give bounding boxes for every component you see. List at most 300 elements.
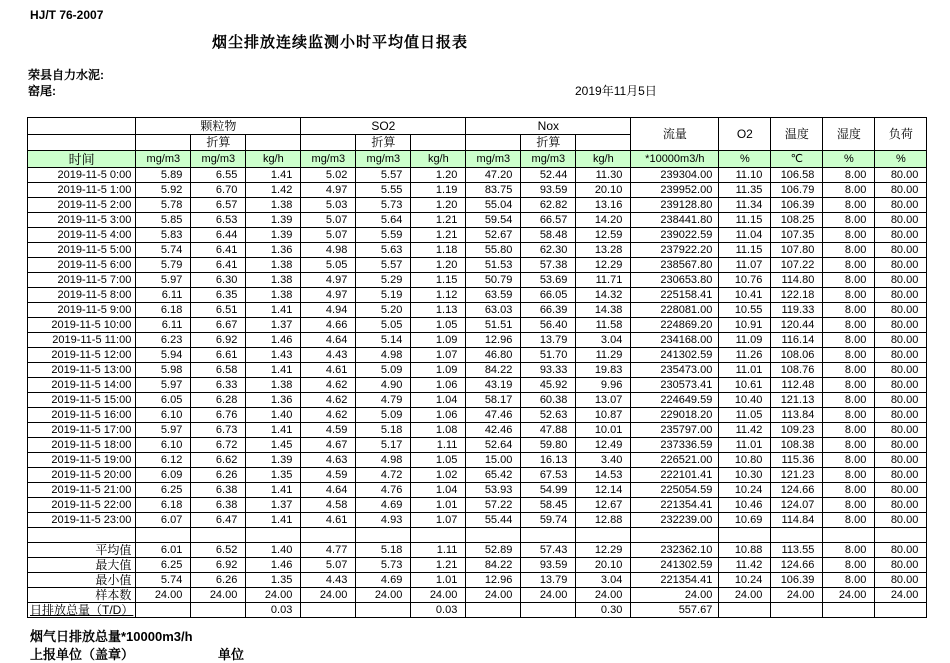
value-cell: 4.79 bbox=[356, 393, 411, 408]
table-row bbox=[28, 258, 927, 273]
value-cell: 10.46 bbox=[719, 498, 771, 513]
value-cell: 1.09 bbox=[411, 363, 466, 378]
value-cell: 5.79 bbox=[136, 258, 191, 273]
value-cell: 8.00 bbox=[823, 288, 875, 303]
value-cell: 11.01 bbox=[719, 363, 771, 378]
value-cell: 6.73 bbox=[191, 423, 246, 438]
time-cell: 2019-11-5 19:00 bbox=[28, 453, 136, 468]
value-cell: 1.09 bbox=[411, 333, 466, 348]
standard-code: HJ/T 76-2007 bbox=[30, 8, 104, 22]
value-cell: 6.57 bbox=[191, 198, 246, 213]
value-cell: 8.00 bbox=[823, 348, 875, 363]
value-cell: 11.04 bbox=[719, 228, 771, 243]
value-cell bbox=[301, 603, 356, 618]
value-cell: 6.28 bbox=[191, 393, 246, 408]
time-cell: 2019-11-5 11:00 bbox=[28, 333, 136, 348]
value-cell: 5.29 bbox=[356, 273, 411, 288]
value-cell: 4.98 bbox=[356, 348, 411, 363]
value-cell: 4.66 bbox=[301, 318, 356, 333]
value-cell: 0.03 bbox=[411, 603, 466, 618]
table-row bbox=[28, 288, 927, 303]
value-cell: 6.25 bbox=[136, 558, 191, 573]
value-cell: 5.85 bbox=[136, 213, 191, 228]
unit-cell: ℃ bbox=[771, 151, 823, 168]
value-cell: 10.69 bbox=[719, 513, 771, 528]
value-cell: 6.70 bbox=[191, 183, 246, 198]
value-cell: 4.72 bbox=[356, 468, 411, 483]
value-cell: 51.70 bbox=[521, 348, 576, 363]
value-cell bbox=[356, 603, 411, 618]
value-cell: 45.92 bbox=[521, 378, 576, 393]
unit-cell: % bbox=[823, 151, 875, 168]
value-cell: 11.01 bbox=[719, 438, 771, 453]
value-cell: 5.20 bbox=[356, 303, 411, 318]
value-cell: 56.40 bbox=[521, 318, 576, 333]
blank-cell bbox=[136, 528, 191, 543]
value-cell: 1.40 bbox=[246, 408, 301, 423]
value-cell bbox=[771, 603, 823, 618]
value-cell: 80.00 bbox=[875, 288, 927, 303]
value-cell: 63.59 bbox=[466, 288, 521, 303]
value-cell: 46.80 bbox=[466, 348, 521, 363]
value-cell: 230653.80 bbox=[631, 273, 719, 288]
value-cell: 108.38 bbox=[771, 438, 823, 453]
value-cell: 4.94 bbox=[301, 303, 356, 318]
value-cell: 106.39 bbox=[771, 573, 823, 588]
value-cell: 5.83 bbox=[136, 228, 191, 243]
blank-cell bbox=[411, 528, 466, 543]
value-cell: 5.78 bbox=[136, 198, 191, 213]
value-cell: 6.33 bbox=[191, 378, 246, 393]
value-cell: 5.55 bbox=[356, 183, 411, 198]
value-cell: 5.97 bbox=[136, 273, 191, 288]
value-cell: 24.00 bbox=[301, 588, 356, 603]
value-cell: 80.00 bbox=[875, 183, 927, 198]
value-cell: 11.15 bbox=[719, 243, 771, 258]
value-cell: 241302.59 bbox=[631, 558, 719, 573]
value-cell: 80.00 bbox=[875, 378, 927, 393]
value-cell: 10.88 bbox=[719, 543, 771, 558]
value-cell: 80.00 bbox=[875, 168, 927, 183]
unit-cell: kg/h bbox=[411, 151, 466, 168]
time-cell: 2019-11-5 18:00 bbox=[28, 438, 136, 453]
value-cell: 4.98 bbox=[301, 243, 356, 258]
table-row bbox=[28, 348, 927, 363]
value-cell: 80.00 bbox=[875, 438, 927, 453]
value-cell: 57.43 bbox=[521, 543, 576, 558]
value-cell: 122.18 bbox=[771, 288, 823, 303]
value-cell: 221354.41 bbox=[631, 573, 719, 588]
value-cell: 6.52 bbox=[191, 543, 246, 558]
value-cell: 4.62 bbox=[301, 393, 356, 408]
value-cell: 107.35 bbox=[771, 228, 823, 243]
summary-label-cell: 样本数 bbox=[28, 588, 136, 603]
value-cell: 80.00 bbox=[875, 483, 927, 498]
conv-label-so2: 折算 bbox=[356, 135, 411, 151]
value-cell: 1.38 bbox=[246, 378, 301, 393]
value-cell: 1.18 bbox=[411, 243, 466, 258]
value-cell: 80.00 bbox=[875, 303, 927, 318]
time-cell: 2019-11-5 16:00 bbox=[28, 408, 136, 423]
value-cell: 6.62 bbox=[191, 453, 246, 468]
value-cell: 8.00 bbox=[823, 573, 875, 588]
table-row bbox=[28, 198, 927, 213]
value-cell: 12.29 bbox=[576, 543, 631, 558]
value-cell: 238441.80 bbox=[631, 213, 719, 228]
time-cell: 2019-11-5 17:00 bbox=[28, 423, 136, 438]
value-cell: 8.00 bbox=[823, 363, 875, 378]
value-cell: 93.59 bbox=[521, 558, 576, 573]
value-cell: 10.55 bbox=[719, 303, 771, 318]
daily-total-row bbox=[28, 603, 927, 618]
value-cell: 11.29 bbox=[576, 348, 631, 363]
value-cell: 4.69 bbox=[356, 573, 411, 588]
summary-row bbox=[28, 543, 927, 558]
time-cell: 2019-11-5 3:00 bbox=[28, 213, 136, 228]
header-load: 负荷 bbox=[875, 118, 927, 151]
value-cell: 24.00 bbox=[771, 588, 823, 603]
value-cell: 1.15 bbox=[411, 273, 466, 288]
value-cell: 10.87 bbox=[576, 408, 631, 423]
conv-label-nox: 折算 bbox=[521, 135, 576, 151]
value-cell: 6.11 bbox=[136, 318, 191, 333]
header-temperature: 温度 bbox=[771, 118, 823, 151]
value-cell: 59.80 bbox=[521, 438, 576, 453]
value-cell: 5.94 bbox=[136, 348, 191, 363]
blank-cell bbox=[246, 528, 301, 543]
value-cell: 1.20 bbox=[411, 198, 466, 213]
value-cell: 11.58 bbox=[576, 318, 631, 333]
value-cell: 10.61 bbox=[719, 378, 771, 393]
value-cell: 10.76 bbox=[719, 273, 771, 288]
value-cell: 52.89 bbox=[466, 543, 521, 558]
value-cell: 5.05 bbox=[356, 318, 411, 333]
value-cell: 80.00 bbox=[875, 573, 927, 588]
value-cell: 80.00 bbox=[875, 408, 927, 423]
table-row bbox=[28, 363, 927, 378]
value-cell: 10.30 bbox=[719, 468, 771, 483]
station-name: 窑尾: bbox=[28, 84, 56, 98]
value-cell: 8.00 bbox=[823, 378, 875, 393]
value-cell: 10.01 bbox=[576, 423, 631, 438]
time-cell: 2019-11-5 4:00 bbox=[28, 228, 136, 243]
value-cell: 5.02 bbox=[301, 168, 356, 183]
value-cell: 80.00 bbox=[875, 333, 927, 348]
value-cell: 6.18 bbox=[136, 498, 191, 513]
value-cell: 8.00 bbox=[823, 438, 875, 453]
table-row bbox=[28, 408, 927, 423]
value-cell: 4.64 bbox=[301, 483, 356, 498]
value-cell: 24.00 bbox=[576, 588, 631, 603]
value-cell: 4.59 bbox=[301, 423, 356, 438]
value-cell: 58.17 bbox=[466, 393, 521, 408]
value-cell: 52.64 bbox=[466, 438, 521, 453]
value-cell: 8.00 bbox=[823, 423, 875, 438]
value-cell: 237336.59 bbox=[631, 438, 719, 453]
value-cell: 106.79 bbox=[771, 183, 823, 198]
value-cell: 5.73 bbox=[356, 198, 411, 213]
value-cell: 67.53 bbox=[521, 468, 576, 483]
value-cell: 8.00 bbox=[823, 333, 875, 348]
value-cell: 1.41 bbox=[246, 513, 301, 528]
value-cell: 6.41 bbox=[191, 243, 246, 258]
value-cell: 12.96 bbox=[466, 573, 521, 588]
value-cell: 11.42 bbox=[719, 423, 771, 438]
value-cell: 4.77 bbox=[301, 543, 356, 558]
value-cell: 230573.41 bbox=[631, 378, 719, 393]
value-cell: 24.00 bbox=[136, 588, 191, 603]
value-cell: 5.73 bbox=[356, 558, 411, 573]
value-cell: 80.00 bbox=[875, 243, 927, 258]
value-cell: 42.46 bbox=[466, 423, 521, 438]
value-cell: 6.07 bbox=[136, 513, 191, 528]
value-cell: 57.38 bbox=[521, 258, 576, 273]
value-cell: 1.11 bbox=[411, 543, 466, 558]
value-cell: 8.00 bbox=[823, 513, 875, 528]
value-cell: 116.14 bbox=[771, 333, 823, 348]
value-cell: 14.38 bbox=[576, 303, 631, 318]
value-cell: 13.79 bbox=[521, 333, 576, 348]
value-cell: 54.99 bbox=[521, 483, 576, 498]
header-particulate: 颗粒物 bbox=[136, 118, 301, 135]
value-cell: 59.74 bbox=[521, 513, 576, 528]
value-cell: 124.66 bbox=[771, 483, 823, 498]
time-cell: 2019-11-5 10:00 bbox=[28, 318, 136, 333]
value-cell: 47.20 bbox=[466, 168, 521, 183]
value-cell: 1.35 bbox=[246, 573, 301, 588]
summary-row bbox=[28, 573, 927, 588]
value-cell: 5.63 bbox=[356, 243, 411, 258]
value-cell: 6.30 bbox=[191, 273, 246, 288]
value-cell: 12.29 bbox=[576, 258, 631, 273]
value-cell: 221354.41 bbox=[631, 498, 719, 513]
unit-label: 单位 bbox=[218, 647, 245, 662]
unit-cell: mg/m3 bbox=[521, 151, 576, 168]
table-row bbox=[28, 228, 927, 243]
time-cell: 2019-11-5 9:00 bbox=[28, 303, 136, 318]
value-cell: 11.05 bbox=[719, 408, 771, 423]
value-cell: 80.00 bbox=[875, 228, 927, 243]
value-cell bbox=[466, 603, 521, 618]
value-cell: 6.38 bbox=[191, 498, 246, 513]
value-cell: 1.42 bbox=[246, 183, 301, 198]
value-cell: 53.93 bbox=[466, 483, 521, 498]
value-cell: 43.19 bbox=[466, 378, 521, 393]
value-cell: 1.01 bbox=[411, 498, 466, 513]
flow-total-note: 烟气日排放总量*10000m3/h bbox=[30, 629, 193, 644]
value-cell: 4.61 bbox=[301, 363, 356, 378]
value-cell: 6.92 bbox=[191, 558, 246, 573]
blank-cell bbox=[875, 528, 927, 543]
summary-label-cell: 最大值 bbox=[28, 558, 136, 573]
reporting-unit-label: 上报单位（盖章） bbox=[30, 647, 135, 662]
value-cell: 6.26 bbox=[191, 573, 246, 588]
value-cell: 24.00 bbox=[466, 588, 521, 603]
value-cell: 5.92 bbox=[136, 183, 191, 198]
blank-header-cell bbox=[136, 135, 191, 151]
value-cell: 225158.41 bbox=[631, 288, 719, 303]
unit-cell: kg/h bbox=[576, 151, 631, 168]
value-cell: 124.66 bbox=[771, 558, 823, 573]
value-cell: 11.42 bbox=[719, 558, 771, 573]
value-cell: 6.11 bbox=[136, 288, 191, 303]
value-cell: 557.67 bbox=[631, 603, 719, 618]
unit-cell: mg/m3 bbox=[466, 151, 521, 168]
value-cell: 10.80 bbox=[719, 453, 771, 468]
value-cell: 4.97 bbox=[301, 288, 356, 303]
value-cell: 8.00 bbox=[823, 198, 875, 213]
blank-cell bbox=[771, 528, 823, 543]
value-cell: 4.69 bbox=[356, 498, 411, 513]
value-cell: 232362.10 bbox=[631, 543, 719, 558]
value-cell: 52.67 bbox=[466, 228, 521, 243]
value-cell: 1.06 bbox=[411, 408, 466, 423]
blank-header-cell bbox=[466, 135, 521, 151]
blank-header-cell bbox=[301, 135, 356, 151]
value-cell: 5.09 bbox=[356, 363, 411, 378]
value-cell: 120.44 bbox=[771, 318, 823, 333]
value-cell: 8.00 bbox=[823, 543, 875, 558]
value-cell: 1.39 bbox=[246, 228, 301, 243]
value-cell: 83.75 bbox=[466, 183, 521, 198]
value-cell: 80.00 bbox=[875, 498, 927, 513]
value-cell: 62.30 bbox=[521, 243, 576, 258]
value-cell: 106.39 bbox=[771, 198, 823, 213]
value-cell: 65.42 bbox=[466, 468, 521, 483]
value-cell: 55.04 bbox=[466, 198, 521, 213]
value-cell: 5.07 bbox=[301, 228, 356, 243]
value-cell: 1.21 bbox=[411, 213, 466, 228]
value-cell: 6.23 bbox=[136, 333, 191, 348]
value-cell: 9.96 bbox=[576, 378, 631, 393]
value-cell: 1.46 bbox=[246, 333, 301, 348]
value-cell: 4.43 bbox=[301, 573, 356, 588]
value-cell: 5.05 bbox=[301, 258, 356, 273]
value-cell: 8.00 bbox=[823, 393, 875, 408]
value-cell: 20.10 bbox=[576, 183, 631, 198]
value-cell: 11.71 bbox=[576, 273, 631, 288]
value-cell: 124.07 bbox=[771, 498, 823, 513]
value-cell: 8.00 bbox=[823, 468, 875, 483]
value-cell: 4.97 bbox=[301, 183, 356, 198]
value-cell: 10.91 bbox=[719, 318, 771, 333]
value-cell: 8.00 bbox=[823, 408, 875, 423]
value-cell: 1.02 bbox=[411, 468, 466, 483]
value-cell: 24.00 bbox=[191, 588, 246, 603]
value-cell: 6.12 bbox=[136, 453, 191, 468]
table-row bbox=[28, 378, 927, 393]
value-cell: 1.38 bbox=[246, 258, 301, 273]
value-cell: 1.39 bbox=[246, 453, 301, 468]
value-cell: 66.39 bbox=[521, 303, 576, 318]
value-cell: 6.76 bbox=[191, 408, 246, 423]
table-row bbox=[28, 333, 927, 348]
value-cell: 224869.20 bbox=[631, 318, 719, 333]
value-cell: 8.00 bbox=[823, 453, 875, 468]
value-cell bbox=[136, 603, 191, 618]
value-cell: 6.35 bbox=[191, 288, 246, 303]
report-date: 2019年11月5日 bbox=[575, 84, 657, 98]
value-cell: 58.48 bbox=[521, 228, 576, 243]
value-cell: 6.51 bbox=[191, 303, 246, 318]
value-cell: 1.12 bbox=[411, 288, 466, 303]
value-cell: 1.46 bbox=[246, 558, 301, 573]
value-cell: 6.47 bbox=[191, 513, 246, 528]
value-cell: 6.72 bbox=[191, 438, 246, 453]
value-cell: 10.41 bbox=[719, 288, 771, 303]
value-cell bbox=[719, 603, 771, 618]
table-row bbox=[28, 468, 927, 483]
value-cell: 5.74 bbox=[136, 243, 191, 258]
header-so2: SO2 bbox=[301, 118, 466, 135]
value-cell: 5.57 bbox=[356, 258, 411, 273]
time-column-header: 时间 bbox=[28, 151, 136, 168]
value-cell: 237922.20 bbox=[631, 243, 719, 258]
value-cell: 24.00 bbox=[521, 588, 576, 603]
summary-label-cell: 最小值 bbox=[28, 573, 136, 588]
value-cell: 1.13 bbox=[411, 303, 466, 318]
value-cell: 6.38 bbox=[191, 483, 246, 498]
value-cell: 108.25 bbox=[771, 213, 823, 228]
value-cell: 4.63 bbox=[301, 453, 356, 468]
value-cell: 5.07 bbox=[301, 558, 356, 573]
value-cell: 6.58 bbox=[191, 363, 246, 378]
value-cell: 4.58 bbox=[301, 498, 356, 513]
value-cell: 115.36 bbox=[771, 453, 823, 468]
blank-cell bbox=[28, 528, 136, 543]
value-cell: 10.24 bbox=[719, 483, 771, 498]
value-cell: 1.07 bbox=[411, 513, 466, 528]
value-cell: 114.84 bbox=[771, 513, 823, 528]
value-cell: 15.00 bbox=[466, 453, 521, 468]
value-cell: 4.62 bbox=[301, 378, 356, 393]
value-cell bbox=[875, 603, 927, 618]
time-cell: 2019-11-5 23:00 bbox=[28, 513, 136, 528]
value-cell: 4.90 bbox=[356, 378, 411, 393]
blank-cell bbox=[576, 528, 631, 543]
page-title: 烟尘排放连续监测小时平均值日报表 bbox=[211, 34, 468, 51]
value-cell: 60.38 bbox=[521, 393, 576, 408]
value-cell: 6.55 bbox=[191, 168, 246, 183]
time-cell: 2019-11-5 20:00 bbox=[28, 468, 136, 483]
value-cell: 11.34 bbox=[719, 198, 771, 213]
value-cell: 5.14 bbox=[356, 333, 411, 348]
value-cell: 6.92 bbox=[191, 333, 246, 348]
value-cell: 14.32 bbox=[576, 288, 631, 303]
value-cell: 52.44 bbox=[521, 168, 576, 183]
value-cell: 1.04 bbox=[411, 393, 466, 408]
value-cell: 12.88 bbox=[576, 513, 631, 528]
value-cell bbox=[191, 603, 246, 618]
value-cell: 109.23 bbox=[771, 423, 823, 438]
value-cell: 80.00 bbox=[875, 453, 927, 468]
value-cell: 1.39 bbox=[246, 213, 301, 228]
separator-row bbox=[28, 528, 927, 543]
value-cell: 107.80 bbox=[771, 243, 823, 258]
unit-cell: mg/m3 bbox=[136, 151, 191, 168]
value-cell: 16.13 bbox=[521, 453, 576, 468]
value-cell: 114.80 bbox=[771, 273, 823, 288]
value-cell: 6.44 bbox=[191, 228, 246, 243]
blank-cell bbox=[356, 528, 411, 543]
blank-header-cell bbox=[576, 135, 631, 151]
value-cell: 1.37 bbox=[246, 498, 301, 513]
value-cell: 8.00 bbox=[823, 273, 875, 288]
header-nox: Nox bbox=[466, 118, 631, 135]
value-cell: 6.61 bbox=[191, 348, 246, 363]
report-table bbox=[27, 117, 927, 618]
value-cell: 6.53 bbox=[191, 213, 246, 228]
